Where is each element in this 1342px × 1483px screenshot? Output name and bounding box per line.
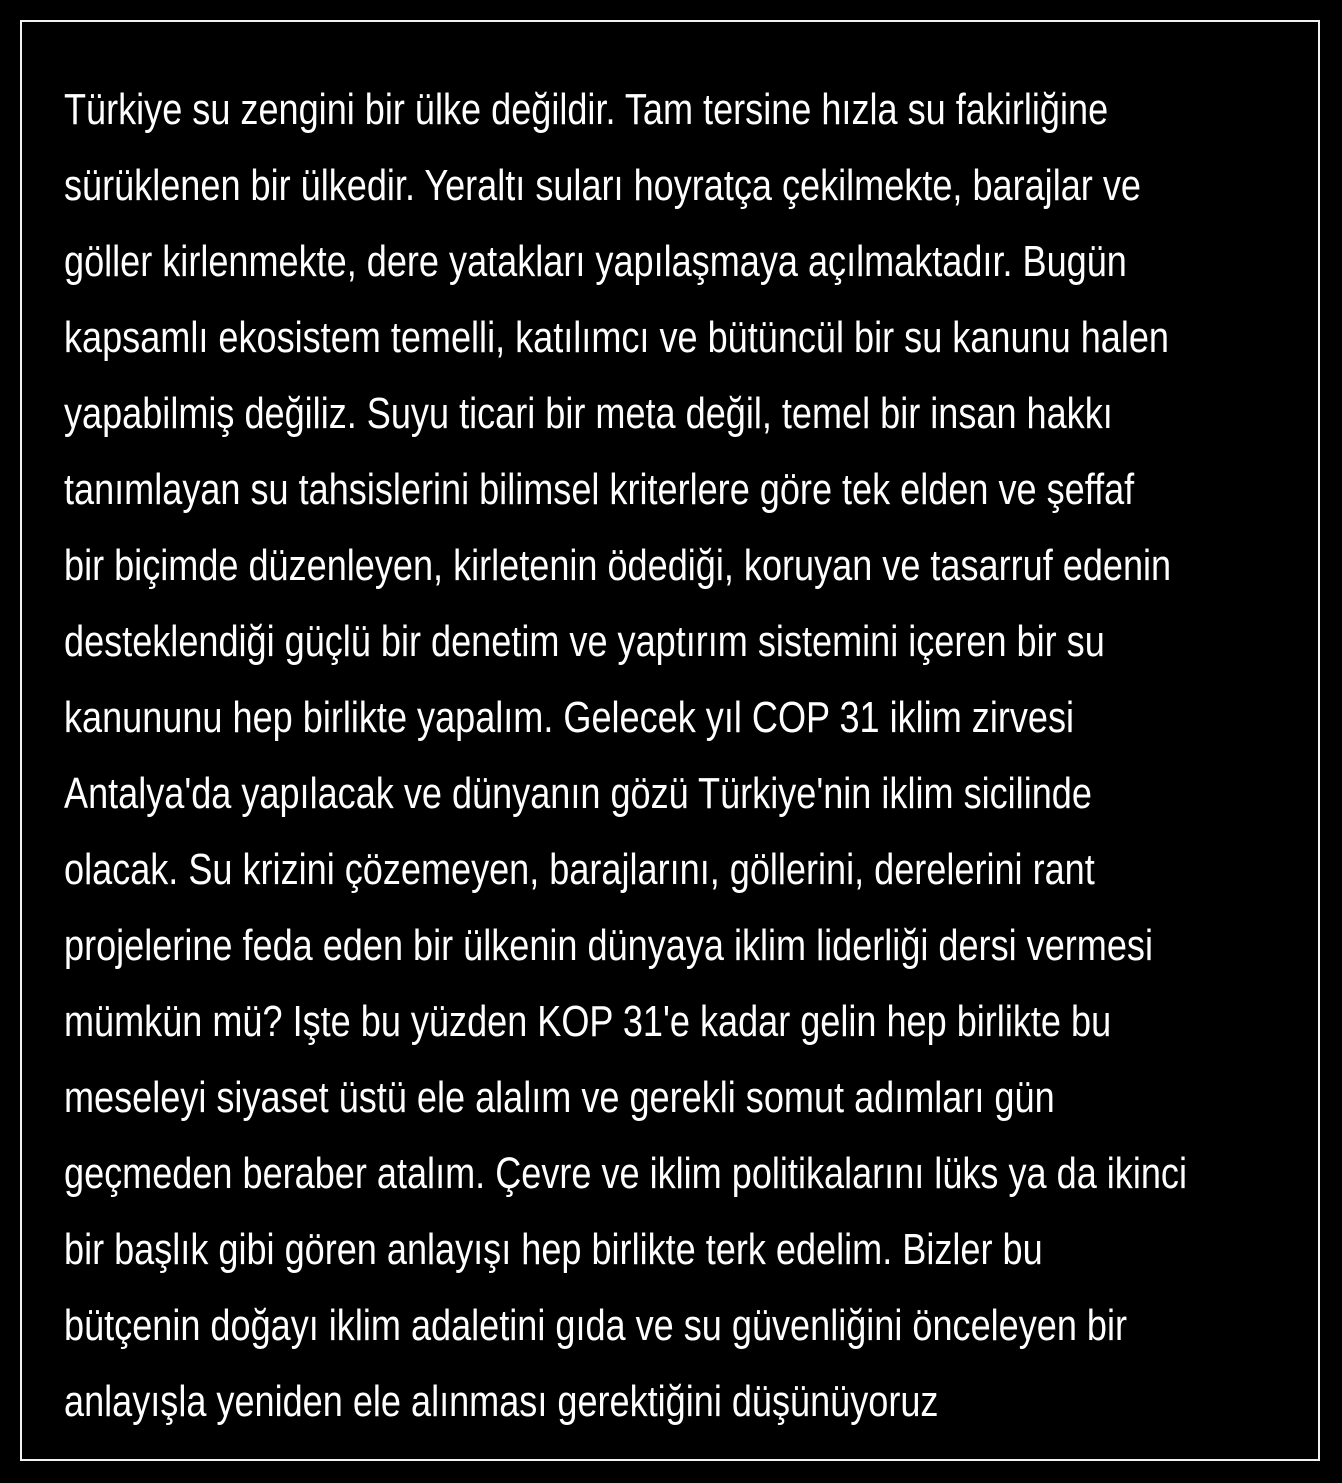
caption-line: kapsamlı ekosistem temelli, katılımcı ve bütüncül bir su kanunu halen xyxy=(64,313,1169,362)
caption-line: sürüklenen bir ülkedir. Yeraltı suları hoyratça çekilmekte, barajlar ve xyxy=(64,161,1141,210)
caption-line: mümkün mü? Işte bu yüzden KOP 31'e kadar gelin hep birlikte bu xyxy=(64,997,1112,1046)
caption-line: anlayışla yeniden ele alınması gerektiğini düşünüyoruz xyxy=(64,1377,939,1426)
caption-line: tanımlayan su tahsislerini bilimsel kriterlere göre tek elden ve şeffaf xyxy=(64,465,1135,514)
caption-line: geçmeden beraber atalım. Çevre ve iklim politikalarını lüks ya da ikinci xyxy=(64,1149,1187,1198)
caption-line: desteklendiği güçlü bir denetim ve yaptırım sistemini içeren bir su xyxy=(64,617,1105,666)
caption-line: bir başlık gibi gören anlayışı hep birlikte terk edelim. Bizler bu xyxy=(64,1225,1043,1274)
caption-line: bütçenin doğayı iklim adaletini gıda ve su güvenliğini önceleyen bir xyxy=(64,1301,1128,1350)
caption-line: kanununu hep birlikte yapalım. Gelecek yıl COP 31 iklim zirvesi xyxy=(64,693,1075,742)
caption-text xyxy=(64,72,1304,1440)
caption-line: projelerine feda eden bir ülkenin dünyaya iklim liderliği dersi vermesi xyxy=(64,921,1153,970)
caption-line: göller kirlenmekte, dere yatakları yapılaşmaya açılmaktadır. Bugün xyxy=(64,237,1127,286)
caption-frame xyxy=(20,20,1320,1461)
caption-line: olacak. Su krizini çözemeyen, barajlarını, göllerini, derelerini rant xyxy=(64,845,1095,894)
caption-line: Türkiye su zengini bir ülke değildir. Tam tersine hızla su fakirliğine xyxy=(64,85,1109,134)
caption-line: Antalya'da yapılacak ve dünyanın gözü Türkiye'nin iklim sicilinde xyxy=(64,769,1092,818)
caption-line: bir biçimde düzenleyen, kirletenin ödediği, koruyan ve tasarruf edenin xyxy=(64,541,1172,590)
caption-line: meseleyi siyaset üstü ele alalım ve gerekli somut adımları gün xyxy=(64,1073,1055,1122)
caption-line: yapabilmiş değiliz. Suyu ticari bir meta değil, temel bir insan hakkı xyxy=(64,389,1113,438)
